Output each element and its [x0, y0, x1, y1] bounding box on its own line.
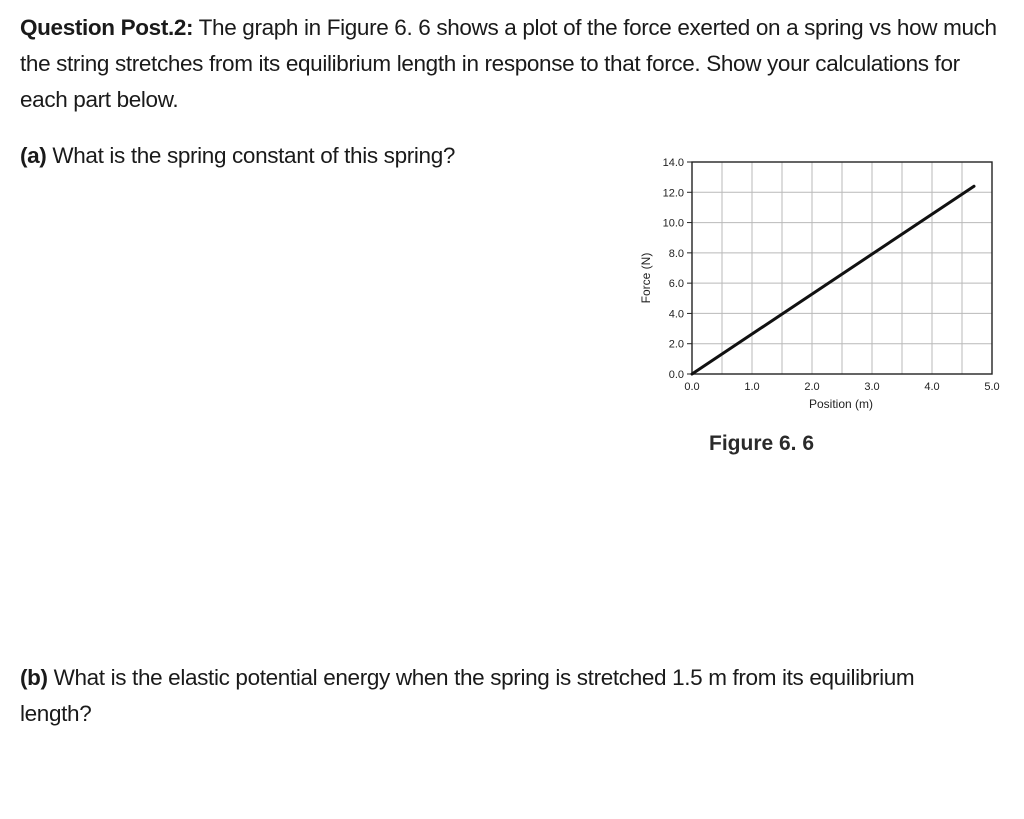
part-b-question — [20, 660, 980, 732]
x-tick-label: 3.0 — [864, 381, 880, 393]
x-tick-label: 5.0 — [984, 381, 1000, 393]
force-position-chart — [630, 150, 1010, 430]
y-tick-label: 2.0 — [668, 338, 684, 351]
question-text-start: The graph in — [193, 15, 327, 40]
y-tick-label: 8.0 — [668, 247, 684, 260]
y-tick-label: 14.0 — [662, 157, 684, 169]
figure-caption: Figure 6. 6 — [709, 432, 815, 455]
y-tick-label: 0.0 — [668, 369, 684, 381]
question-text-end: shows a plot of the force exerted on a spring vs how much the string stretches from its equilibrium length in response to that force. Show your calculations for each part below. — [20, 15, 997, 112]
figure-reference: Figure 6. 6 — [326, 15, 431, 40]
y-tick-label: 4.0 — [668, 308, 684, 321]
x-tick-label: 2.0 — [804, 381, 820, 393]
chart-grid — [692, 162, 992, 374]
question-label: Question Post.2: — [20, 15, 194, 40]
y-axis-label: Force (N) — [639, 252, 653, 304]
question-intro — [20, 10, 1000, 118]
y-tick-label: 12.0 — [662, 187, 684, 200]
x-axis-label: Position (m) — [808, 397, 874, 411]
y-tick-label: 10.0 — [662, 217, 684, 230]
part-b-text: What is the elastic potential energy when the spring is stretched 1.5 m from its equilibrium length? — [20, 665, 915, 726]
y-tick-label: 6.0 — [668, 278, 684, 291]
part-b-label: (b) — [20, 665, 48, 690]
x-tick-label: 1.0 — [744, 381, 760, 393]
part-a-question — [20, 138, 455, 174]
x-tick-label: 0.0 — [684, 381, 700, 393]
part-a-label: (a) — [20, 143, 47, 168]
part-a-text: What is the spring constant of this spring? — [46, 143, 456, 168]
x-tick-label: 4.0 — [924, 381, 940, 393]
